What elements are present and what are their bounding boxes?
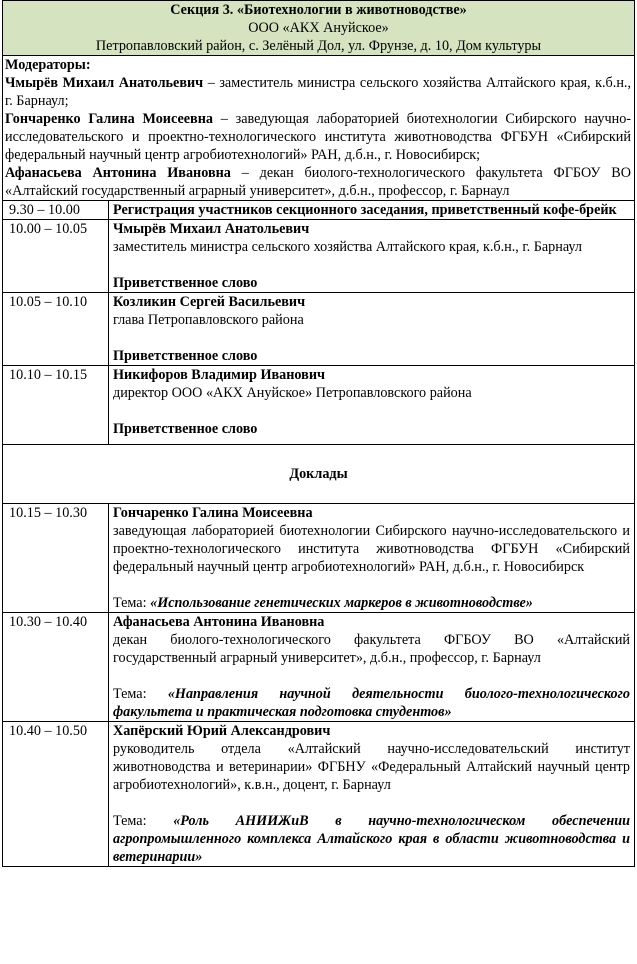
topic-text: «Направления научной деятельности биолого-технологического факультета и практическая подготовка студентов» [113, 686, 630, 720]
moderators-cell [3, 56, 635, 201]
report-cell [109, 613, 635, 722]
report-topic [113, 685, 630, 721]
event-cell [109, 293, 635, 366]
report-row [3, 722, 635, 867]
moderator-desc: – заместитель министра сельского хозяйства Алтайского края, к.б.н., г. Барнаул; [5, 75, 632, 109]
section-header-row [3, 1, 635, 56]
topic-text: «Использование генетических маркеров в животноводстве» [150, 595, 533, 611]
section-title: Секция 3. «Биотехнологии в животноводстве» [170, 2, 467, 18]
time-cell: 10.10 – 10.15 [3, 366, 109, 445]
speaker-name: Чмырёв Михаил Анатольевич [113, 221, 310, 237]
event-title: Регистрация участников секционного заседания, приветственный кофе-брейк [109, 201, 635, 220]
schedule-row [3, 293, 635, 366]
moderators-label: Модераторы: [5, 57, 91, 73]
topic-text: «Роль АНИИЖиВ в научно-технологическом обеспечении агропромышленного комплекса Алтайского края в области животноводства и ветеринарии» [113, 813, 630, 865]
reports-header-row [3, 445, 635, 504]
speaker-name: Никифоров Владимир Иванович [113, 367, 325, 383]
event-cell [109, 220, 635, 293]
program-table [2, 0, 635, 867]
speaker-name: Хапёрский Юрий Александрович [113, 723, 331, 739]
moderator-desc: – декан биолого-технологического факультета ФГБОУ ВО «Алтайский государственный аграрный университет», д.б.н., профессор, г. Барнаул [5, 165, 631, 199]
reports-label: Доклады [3, 445, 635, 504]
speaker-position: заместитель министра сельского хозяйства Алтайского края, к.б.н., г. Барнаул [113, 239, 582, 255]
time-cell: 10.05 – 10.10 [3, 293, 109, 366]
moderator-name: Гончаренко Галина Моисеевна [5, 111, 213, 127]
speaker-position: декан биолого-технологического факультета ФГБОУ ВО «Алтайский государственный аграрный университет», д.б.н., профессор, г. Барнаул [113, 632, 630, 666]
time-cell: 10.40 – 10.50 [3, 722, 109, 867]
speech-label: Приветственное слово [113, 348, 258, 364]
speech-label: Приветственное слово [113, 275, 258, 291]
topic-label: Тема: [113, 813, 174, 829]
schedule-row [3, 366, 635, 445]
speaker-position: директор ООО «АКХ Ануйское» Петропавловского района [113, 385, 472, 401]
moderator-name: Чмырёв Михаил Анатольевич [5, 75, 204, 91]
section-org: ООО «АКХ Ануйское» [248, 20, 389, 36]
speaker-position: глава Петропавловского района [113, 312, 304, 328]
topic-label: Тема: [113, 686, 168, 702]
speaker-position: руководитель отдела «Алтайский научно-исследовательский институт животноводства и ветеринарии» ФГБНУ «Федеральный Алтайский научный центр агробиотехнологий», к.в.н., доцент, г. Барнаул [113, 741, 630, 793]
schedule-row [3, 220, 635, 293]
speaker-position: заведующая лабораторией биотехнологии Сибирского научно-исследовательского и проектно-технологического института животноводства ФГБУН «Сибирский федеральный научный центр агробиотехнологий» РАН, д.б.н., г. Новосибирск [113, 523, 630, 575]
moderator-item [5, 164, 631, 200]
speaker-name: Афанасьева Антонина Ивановна [113, 614, 325, 630]
schedule-row [3, 201, 635, 220]
time-cell: 10.00 – 10.05 [3, 220, 109, 293]
speaker-name: Козликин Сергей Васильевич [113, 294, 306, 310]
report-topic [113, 812, 630, 866]
moderator-item [5, 74, 631, 110]
report-row [3, 613, 635, 722]
event-cell [109, 366, 635, 445]
speech-label: Приветственное слово [113, 421, 258, 437]
time-cell: 10.30 – 10.40 [3, 613, 109, 722]
time-cell: 9.30 – 10.00 [3, 201, 109, 220]
report-cell [109, 722, 635, 867]
moderator-item [5, 110, 631, 164]
report-cell [109, 504, 635, 613]
time-cell: 10.15 – 10.30 [3, 504, 109, 613]
report-row [3, 504, 635, 613]
report-topic [113, 594, 630, 612]
topic-label: Тема: [113, 595, 151, 611]
moderator-name: Афанасьева Антонина Ивановна [5, 165, 231, 181]
section-header [3, 1, 635, 56]
speaker-name: Гончаренко Галина Моисеевна [113, 505, 313, 521]
moderator-desc: – заведующая лабораторией биотехнологии Сибирского научно-исследовательского и проектно-технологического института животноводства ФГБУН «Сибирский федеральный научный центр агробиотехнологий» РАН, д.б.н., г. Новосибирск; [5, 111, 632, 163]
moderators-row [3, 56, 635, 201]
section-address: Петропавловский район, с. Зелёный Дол, ул. Фрунзе, д. 10, Дом культуры [95, 38, 542, 54]
